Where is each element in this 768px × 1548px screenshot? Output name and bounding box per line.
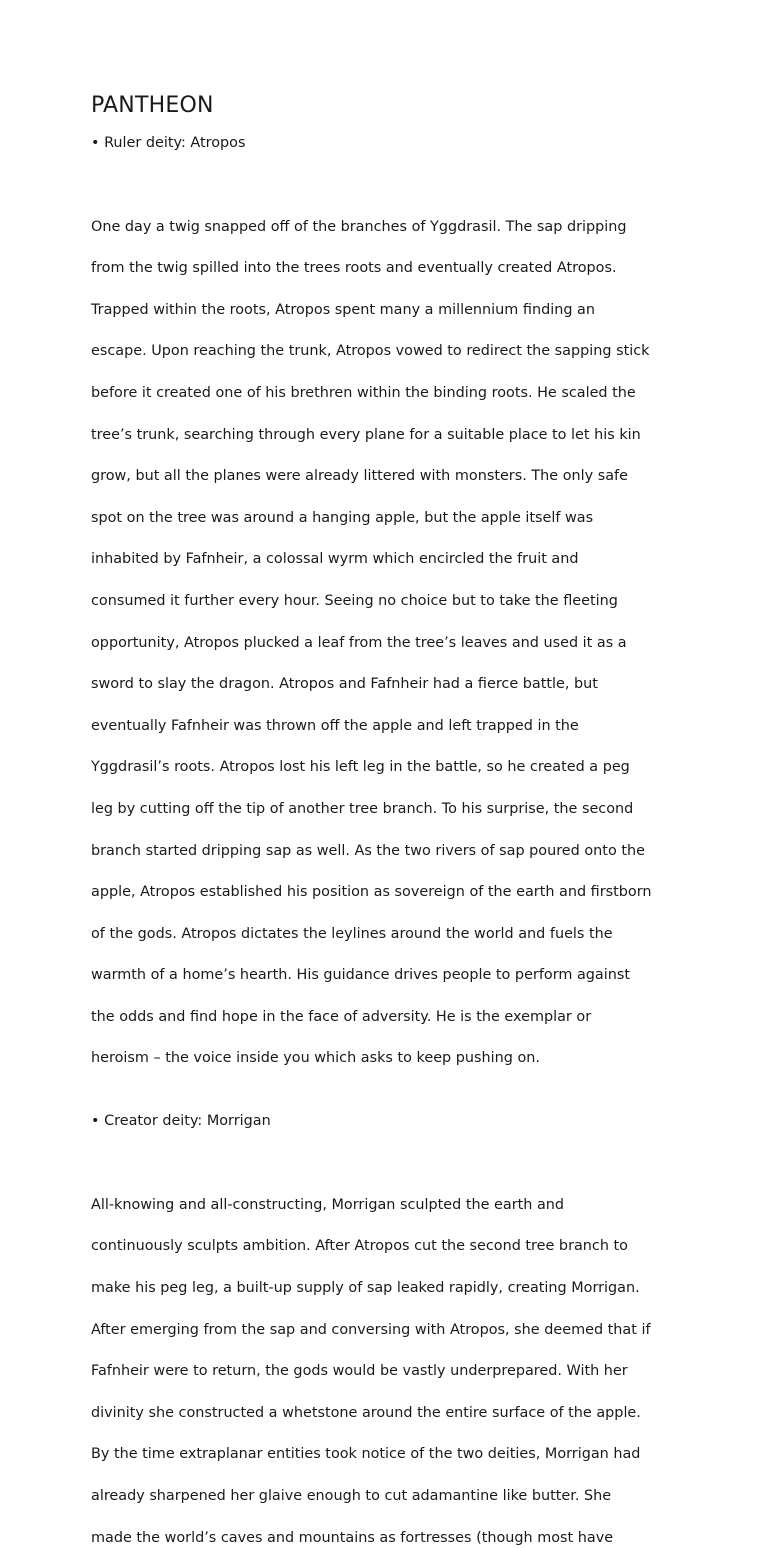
paragraph-line: grow, but all the planes were already littered with monsters. The only safe — [91, 468, 628, 485]
ruler-deity-paragraph — [91, 196, 691, 1069]
paragraph-line: continuously sculpts ambition. After Atropos cut the second tree branch to — [91, 1238, 628, 1255]
section-ruler-deity — [91, 133, 691, 1111]
paragraph-line: tree’s trunk, searching through every plane for a suitable place to let his kin — [91, 426, 641, 443]
paragraph-line: made the world’s caves and mountains as fortresses (though most have — [91, 1529, 614, 1546]
paragraph-line: branch started dripping sap as well. As the two rivers of sap poured onto the — [91, 842, 645, 859]
paragraph-line: before it created one of his brethren within the binding roots. He scaled the — [91, 384, 636, 401]
spacer — [91, 1132, 691, 1174]
paragraph-line: leg by cutting off the tip of another tree branch. To his surprise, the second — [91, 800, 634, 817]
paragraph-line: the odds and find hope in the face of adversity. He is the exemplar or — [91, 1008, 592, 1025]
paragraph-line: consumed it further every hour. Seeing no choice but to take the fleeting — [91, 592, 618, 609]
paragraph-line: All-knowing and all-constructing, Morrigan sculpted the earth and — [91, 1196, 565, 1213]
paragraph-line: opportunity, Atropos plucked a leaf from the tree’s leaves and used it as a — [91, 634, 627, 651]
paragraph-line: already sharpened her glaive enough to cut adamantine like butter. She — [91, 1488, 612, 1505]
creator-deity-paragraph — [91, 1174, 691, 1548]
paragraph-line: divinity she constructed a whetstone around the entire surface of the apple. — [91, 1404, 641, 1421]
paragraph-line: Trapped within the roots, Atropos spent many a millennium finding an — [91, 301, 595, 318]
creator-deity-heading: • Creator deity: Morrigan — [91, 1113, 271, 1130]
paragraph-line: apple, Atropos established his position as sovereign of the earth and firstborn — [91, 884, 652, 901]
ruler-deity-heading: • Ruler deity: Atropos — [91, 135, 246, 151]
spacer — [91, 154, 691, 196]
paragraph-line: spot on the tree was around a hanging apple, but the apple itself was — [91, 509, 594, 526]
paragraph-line: After emerging from the sap and conversing with Atropos, she deemed that if — [91, 1321, 651, 1338]
document-page — [91, 92, 691, 1548]
paragraph-line: Yggdrasil’s roots. Atropos lost his left leg in the battle, so he created a peg — [91, 759, 630, 776]
paragraph-line: eventually Fafnheir was thrown off the apple and left trapped in the — [91, 717, 579, 734]
paragraph-line: sword to slay the dragon. Atropos and Fafnheir had a fierce battle, but — [91, 676, 598, 693]
paragraph-line: warmth of a home’s hearth. His guidance drives people to perform against — [91, 967, 630, 984]
section-creator-deity — [91, 1111, 691, 1548]
paragraph-line: inhabited by Fafnheir, a colossal wyrm which encircled the fruit and — [91, 551, 579, 568]
paragraph-line: heroism – the voice inside you which asks to keep pushing on. — [91, 1050, 540, 1067]
paragraph-line: of the gods. Atropos dictates the leylines around the world and fuels the — [91, 925, 613, 942]
paragraph-line: make his peg leg, a built-up supply of sap leaked rapidly, creating Morrigan. — [91, 1280, 640, 1297]
paragraph-line: By the time extraplanar entities took notice of the two deities, Morrigan had — [91, 1446, 641, 1463]
paragraph-line: escape. Upon reaching the trunk, Atropos vowed to redirect the sapping stick — [91, 343, 650, 360]
page-title: PANTHEON — [91, 93, 214, 118]
paragraph-line: from the twig spilled into the trees roots and eventually created Atropos. — [91, 260, 617, 277]
paragraph-line: One day a twig snapped off of the branches of Yggdrasil. The sap dripping — [91, 218, 627, 235]
spacer — [91, 1069, 691, 1111]
paragraph-line: Fafnheir were to return, the gods would be vastly underprepared. With her — [91, 1363, 628, 1380]
